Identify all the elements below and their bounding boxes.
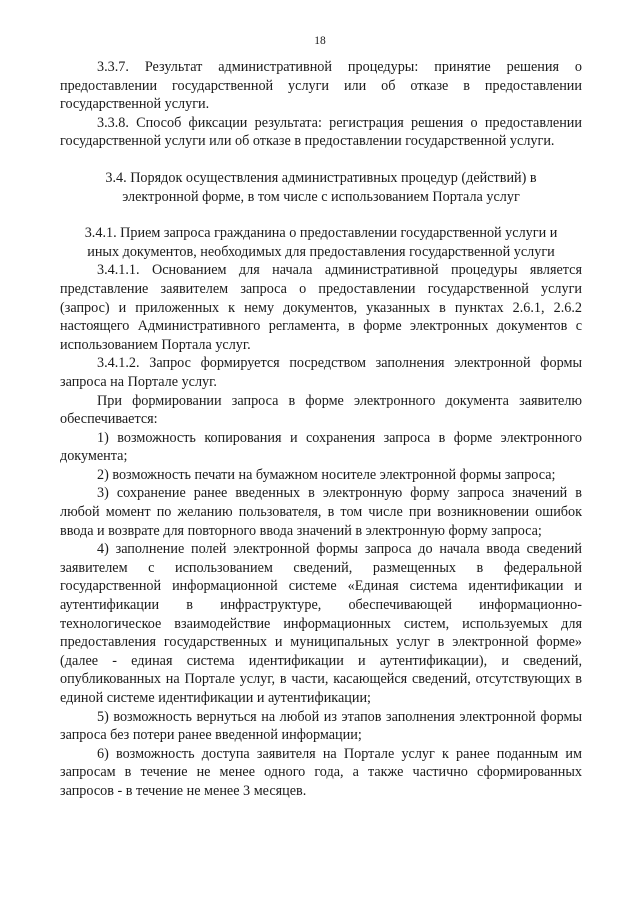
- paragraph-intro-list: При формировании запроса в форме электронного документа заявителю обеспечивается:: [60, 392, 582, 428]
- list-item-3: 3) сохранение ранее введенных в электронную форму запроса значений в любой момент по желанию пользователя, в том числе при возникновении ошибок ввода и возврате для повторного ввода значений в электронную форму запроса;: [60, 485, 582, 539]
- list-item-6: 6) возможность доступа заявителя на Портале услуг к ранее поданным им запросам в течение не менее одного года, а также частично сформированных запросов - в течение не менее 3 месяцев.: [60, 745, 582, 799]
- section-heading-3-4: 3.4. Порядок осуществления административных процедур (действий) в электронной форме, в том числе с использованием Портала услуг: [105, 169, 537, 205]
- list-item-4: 4) заполнение полей электронной формы запроса до начала ввода сведений заявителем с использованием сведений, размещенных в федеральной государственной информационной системе «Единая система идентификации и аутентификации в инфраструктуре, обеспечивающей информационно-технологическое взаимодействие информационных систем, используемых для предоставления государственных и муниципальных услуг в электронной форме» (далее - единая система идентификации и аутентификации), и сведений, опубликованных на Портале услуг, в части, касающейся сведений, отсутствующих в единой системе идентификации и аутентификации;: [60, 541, 582, 706]
- list-item-5: 5) возможность вернуться на любой из этапов заполнения электронной формы запроса без потери ранее введенной информации;: [60, 708, 582, 744]
- document-body: [60, 58, 582, 801]
- paragraph-3-4-1-1: 3.4.1.1. Основанием для начала административной процедуры является представление заявителем запроса о предоставлении государственной услуги (запрос) и приложенных к нему документов, указанных в пунктах 2.6.1, 2.6.2 настоящего Административного регламента, в форме электронных документов с использованием Портала услуг.: [60, 262, 582, 353]
- list-item-2: 2) возможность печати на бумажном носителе электронной формы запроса;: [97, 466, 556, 483]
- paragraph-3-3-7: 3.3.7. Результат административной процедуры: принятие решения о предоставлении государственной услуги или об отказе в предоставлении государственной услуги.: [60, 59, 582, 113]
- subsection-heading-3-4-1: 3.4.1. Прием запроса гражданина о предоставлении государственной услуги и иных документов, необходимых для предоставления государственной услуги: [84, 225, 558, 260]
- page-number: 18: [314, 35, 326, 47]
- paragraph-3-3-8: 3.3.8. Способ фиксации результата: регистрация решения о предоставлении государственной услуги или об отказе в предоставлении государственной услуги.: [60, 114, 582, 150]
- list-item-1: 1) возможность копирования и сохранения запроса в форме электронного документа;: [60, 429, 582, 465]
- paragraph-3-4-1-2: 3.4.1.2. Запрос формируется посредством заполнения электронной формы запроса на Портале услуг.: [60, 355, 582, 390]
